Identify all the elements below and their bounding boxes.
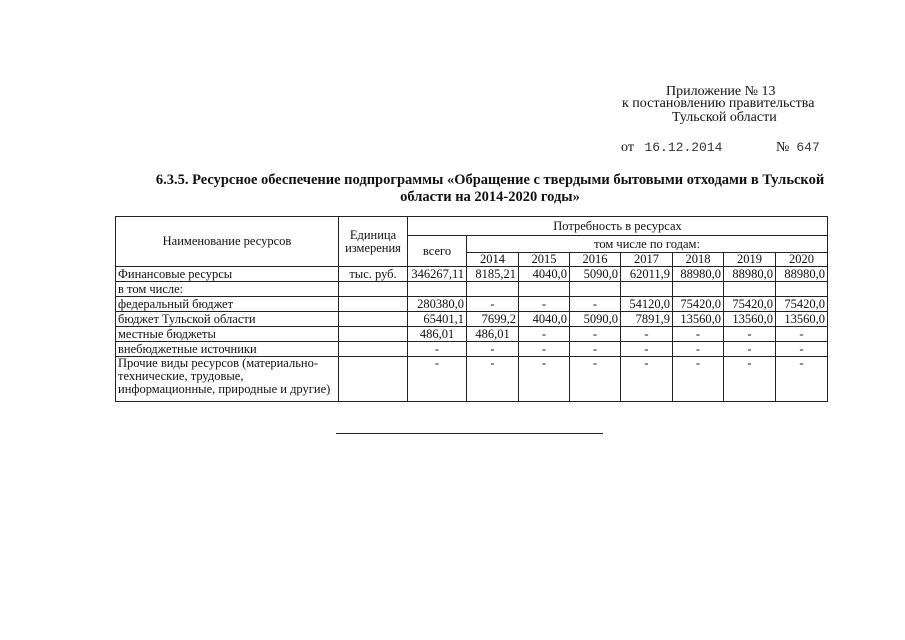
row-year-value [621,282,673,297]
row-unit [339,282,408,297]
row-year-value: 4040,0 [519,267,570,282]
row-year-value: - [519,342,570,357]
row-year-value: 88980,0 [673,267,724,282]
table-row [116,342,828,357]
row-name: Финансовые ресурсы [116,267,339,282]
row-year-value: - [776,357,828,402]
table-row [116,312,828,327]
footer-rule [336,433,603,434]
row-year-value: - [724,357,776,402]
row-unit [339,297,408,312]
row-year-value: - [570,297,621,312]
header-year: 2015 [519,253,570,267]
row-year-value: 54120,0 [621,297,673,312]
row-year-value: - [621,327,673,342]
header-by-years: том числе по годам: [467,236,828,253]
row-year-value: 75420,0 [673,297,724,312]
row-year-value: 5090,0 [570,312,621,327]
row-year-value: - [673,342,724,357]
row-year-value [570,282,621,297]
header-year: 2020 [776,253,828,267]
row-year-value: - [673,327,724,342]
number-prefix: № [776,140,790,155]
row-year-value: - [519,327,570,342]
row-year-value: 13560,0 [724,312,776,327]
row-year-value: 4040,0 [519,312,570,327]
header-year: 2014 [467,253,519,267]
resolution-reference: к постановлению правительства [622,96,815,111]
table-row [116,297,828,312]
row-name: местные бюджеты [116,327,339,342]
row-year-value: - [776,327,828,342]
row-name: внебюджетные источники [116,342,339,357]
row-year-value: 62011,9 [621,267,673,282]
row-unit: тыс. руб. [339,267,408,282]
row-unit [339,342,408,357]
table-row [116,267,828,282]
table-body [116,267,828,402]
row-total: 346267,11 [408,267,467,282]
row-name: Прочие виды ресурсов (материально-технические, трудовые, информационные, природные и другие) [116,357,339,402]
row-year-value: - [467,297,519,312]
row-year-value [776,282,828,297]
section-title-line-1: 6.3.5. Ресурсное обеспечение подпрограммы «Обращение с твердыми бытовыми отходами в Тульской [155,172,825,188]
row-year-value: 75420,0 [776,297,828,312]
header-total: всего [408,236,467,267]
row-year-value: - [724,327,776,342]
row-year-value: 75420,0 [724,297,776,312]
header-year: 2019 [724,253,776,267]
row-year-value [467,282,519,297]
row-name: бюджет Тульской области [116,312,339,327]
row-year-value: - [570,357,621,402]
row-year-value: 5090,0 [570,267,621,282]
section-title-line-2: области на 2014-2020 годы» [400,189,580,205]
table-row [116,282,828,297]
row-year-value: - [467,342,519,357]
table-head [116,217,828,267]
header-unit: Единица измерения [339,217,408,267]
row-year-value: 13560,0 [776,312,828,327]
row-year-value: 88980,0 [776,267,828,282]
row-unit [339,327,408,342]
header-year: 2017 [621,253,673,267]
date-value: 16.12.2014 [644,140,723,155]
row-year-value: 7891,9 [621,312,673,327]
row-year-value: - [673,357,724,402]
row-year-value: - [570,342,621,357]
row-year-value: 8185,21 [467,267,519,282]
row-year-value: 486,01 [467,327,519,342]
row-year-value: 7699,2 [467,312,519,327]
table-row [116,327,828,342]
row-unit [339,357,408,402]
row-year-value: - [724,342,776,357]
row-year-value [673,282,724,297]
header-year: 2018 [673,253,724,267]
row-year-value: - [570,327,621,342]
date-prefix: от [621,140,634,155]
row-name: в том числе: [116,282,339,297]
row-total: 65401,1 [408,312,467,327]
row-year-value [519,282,570,297]
header-need: Потребность в ресурсах [408,217,828,236]
resources-table [115,216,828,402]
number-value: 647 [796,140,820,155]
row-year-value: - [776,342,828,357]
row-year-value [724,282,776,297]
row-total: - [408,342,467,357]
row-year-value: 88980,0 [724,267,776,282]
row-year-value: - [467,357,519,402]
table-row [116,357,828,402]
row-unit [339,312,408,327]
region-name: Тульской области [672,110,777,125]
row-total: 280380,0 [408,297,467,312]
row-year-value: 13560,0 [673,312,724,327]
row-total: 486,01 [408,327,467,342]
row-total: - [408,357,467,402]
row-year-value: - [519,297,570,312]
resolution-number [776,140,820,156]
annex-number: Приложение № 13 [666,84,776,99]
row-total [408,282,467,297]
resolution-date [621,140,722,156]
row-name: федеральный бюджет [116,297,339,312]
row-year-value: - [621,342,673,357]
header-year: 2016 [570,253,621,267]
row-year-value: - [621,357,673,402]
row-year-value: - [519,357,570,402]
header-name: Наименование ресурсов [116,217,339,267]
